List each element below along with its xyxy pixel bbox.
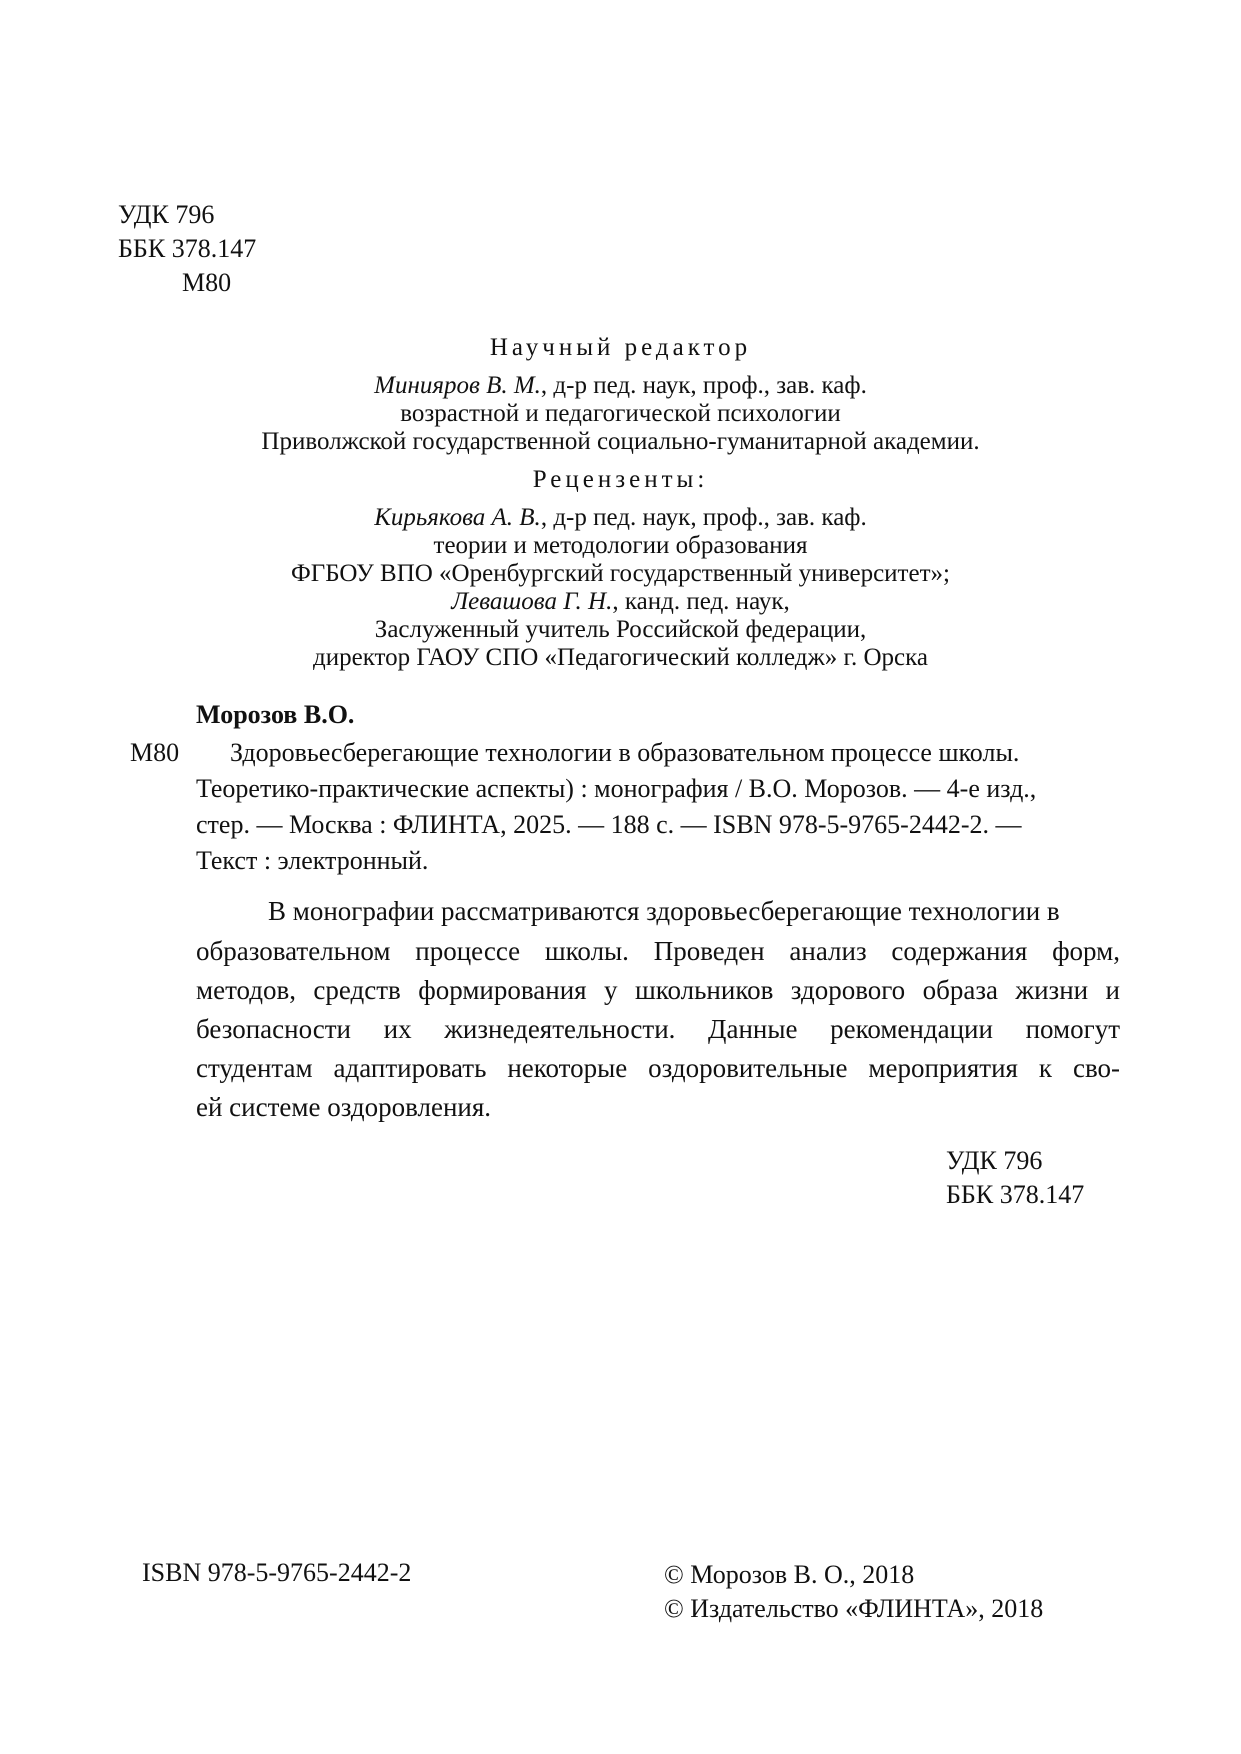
bib-mark: М80	[130, 738, 180, 767]
isbn: ISBN 978-5-9765-2442-2	[142, 1558, 412, 1587]
abstract-line-4: безопасности их жизнедеятельности. Данные рекомендации помогут	[196, 1014, 1120, 1044]
editor-name: Минияров В. М.	[374, 372, 541, 399]
abstract-line-6: ей системе оздоровления.	[196, 1092, 492, 1122]
bib-author: Морозов В.О.	[196, 700, 355, 729]
abstract-line-1: В монографии рассматриваются здоровьесберегающие технологии в	[268, 896, 1060, 926]
copyright-publisher: © Издательство «ФЛИНТА», 2018	[664, 1594, 1044, 1623]
bbk-code: ББК 378.147	[118, 234, 257, 263]
reviewer-1-line-2: теории и методологии образования	[433, 532, 808, 559]
editor-line-1	[0, 372, 1241, 400]
reviewer-2-line-3: директор ГАОУ СПО «Педагогический колледж» г. Орска	[313, 644, 928, 671]
udk-code: УДК 796	[118, 200, 215, 229]
bib-line-1: Здоровьесберегающие технологии в образовательном процессе школы.	[230, 738, 1020, 767]
editor-heading: Научный редактор	[489, 334, 752, 361]
reviewer-2-line-2: Заслуженный учитель Российской федерации,	[374, 616, 867, 643]
reviewer-1-degree: , д-р пед. наук, проф., зав. каф.	[540, 504, 867, 531]
editor-line-2: возрастной и педагогической психологии	[400, 400, 841, 427]
udk-code-bottom: УДК 796	[946, 1146, 1043, 1175]
author-mark: М80	[182, 268, 232, 297]
reviewer-2-line-1	[0, 588, 1241, 616]
abstract-line-3: методов, средств формирования у школьников здорового образа жизни и	[196, 975, 1120, 1005]
bib-line-2: Теоретико-практические аспекты) : монография / В.О. Морозов. — 4-е изд.,	[196, 774, 1037, 803]
abstract-line-2: образовательном процессе школы. Проведен анализ содержания форм,	[196, 936, 1120, 966]
reviewer-2-degree: , канд. пед. наук,	[612, 588, 790, 615]
reviewers-heading: Рецензенты:	[532, 466, 709, 493]
editor-line-3: Приволжской государственной социально-гуманитарной академии.	[261, 428, 980, 455]
copyright-author: © Морозов В. О., 2018	[664, 1560, 915, 1589]
editor-degree: , д-р пед. наук, проф., зав. каф.	[540, 372, 867, 399]
abstract-line-5: студентам адаптировать некоторые оздоровительные мероприятия к сво-	[196, 1053, 1120, 1083]
bib-line-3: стер. — Москва : ФЛИНТА, 2025. — 188 с. — ISBN 978-5-9765-2442-2. —	[196, 810, 1022, 839]
reviewer-1-line-3: ФГБОУ ВПО «Оренбургский государственный университет»;	[291, 560, 950, 587]
reviewer-1-line-1	[0, 504, 1241, 532]
bib-line-4: Текст : электронный.	[196, 846, 429, 875]
reviewer-1-name: Кирьякова А. В.	[374, 504, 541, 531]
bbk-code-bottom: ББК 378.147	[946, 1180, 1085, 1209]
reviewer-2-name: Левашова Г. Н.	[451, 588, 613, 615]
